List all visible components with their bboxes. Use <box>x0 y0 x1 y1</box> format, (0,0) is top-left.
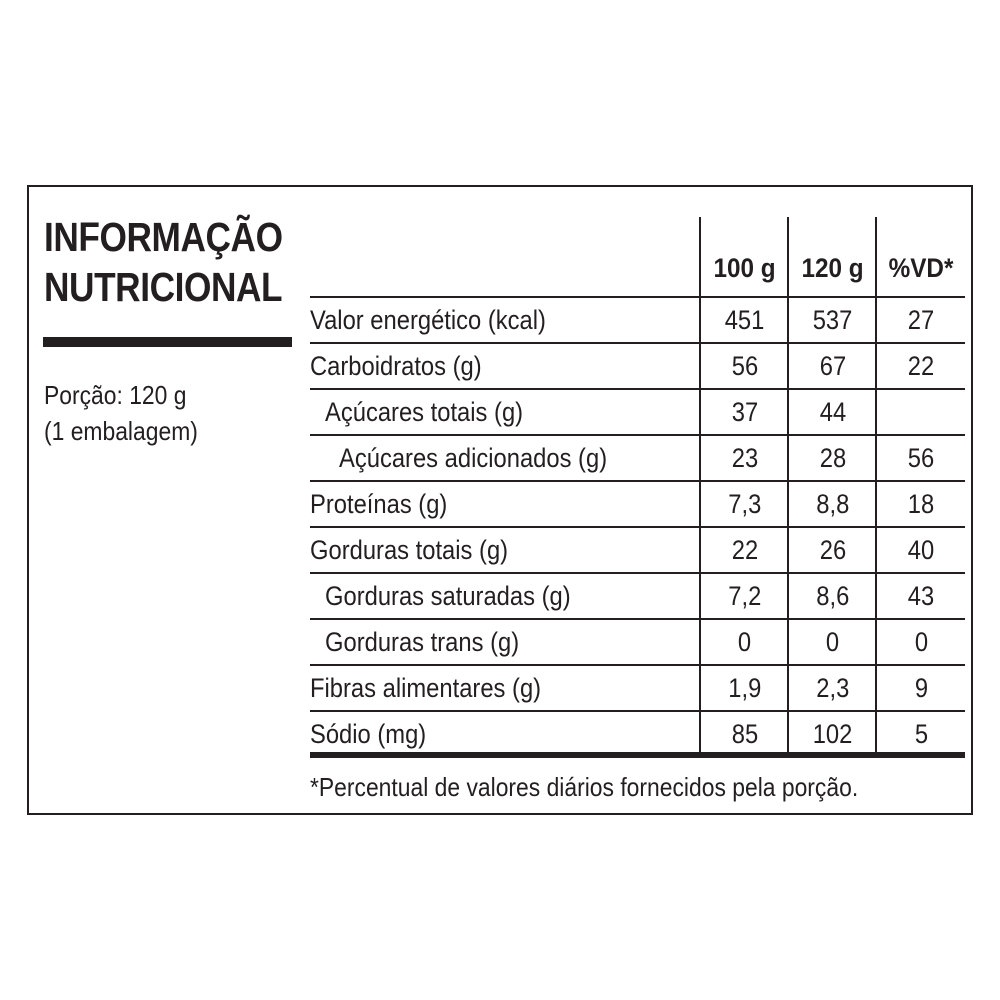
column-header-100g: 100 g <box>713 253 777 283</box>
row-separator <box>310 664 965 666</box>
nutrient-label: Gorduras saturadas (g) <box>325 581 571 611</box>
row-separator <box>310 434 965 436</box>
table-row <box>29 298 975 342</box>
value-per-120g: 537 <box>813 305 853 335</box>
value-per-120g: 28 <box>819 443 847 473</box>
row-separator <box>310 342 965 344</box>
value-per-100g: 22 <box>731 535 759 565</box>
table-row <box>29 528 975 572</box>
nutrient-label: Gorduras trans (g) <box>325 627 520 657</box>
nutrient-label: Gorduras totais (g) <box>310 535 509 565</box>
table-row <box>29 574 975 618</box>
daily-value-percent: 27 <box>908 305 935 335</box>
value-per-100g: 1,9 <box>728 673 762 703</box>
row-separator <box>310 480 965 482</box>
value-per-100g: 451 <box>725 305 765 335</box>
value-per-120g: 0 <box>826 627 840 657</box>
table-row <box>29 436 975 480</box>
daily-value-percent: 43 <box>908 581 935 611</box>
nutrient-label: Valor energético (kcal) <box>310 305 546 335</box>
daily-value-percent: 0 <box>914 627 929 657</box>
daily-value-percent: 40 <box>908 535 935 565</box>
daily-value-percent: 22 <box>908 351 935 381</box>
daily-value-percent: 18 <box>908 489 935 519</box>
row-separator <box>310 572 965 574</box>
value-per-120g: 8,6 <box>816 581 850 611</box>
daily-value-percent: 56 <box>908 443 935 473</box>
column-header-vd: %VD* <box>889 253 954 283</box>
footnote: *Percentual de valores diários fornecidos pela porção. <box>310 772 859 802</box>
row-separator <box>310 710 965 712</box>
nutrition-title <box>44 212 283 312</box>
value-per-120g: 44 <box>819 397 847 427</box>
row-separator <box>310 618 965 620</box>
daily-value-percent: 5 <box>914 719 929 749</box>
nutrient-label: Sódio (mg) <box>310 719 427 749</box>
value-per-100g: 7,3 <box>728 489 762 519</box>
table-row <box>29 390 975 434</box>
table-row <box>29 482 975 526</box>
table-row <box>29 620 975 664</box>
nutrient-label: Carboidratos (g) <box>310 351 482 381</box>
nutrient-label: Açúcares totais (g) <box>325 397 524 427</box>
row-separator <box>310 388 965 390</box>
value-per-120g: 102 <box>813 719 853 749</box>
title-line-1: INFORMAÇÃO <box>44 214 283 260</box>
nutrition-facts-panel <box>27 185 973 815</box>
value-per-100g: 37 <box>731 397 759 427</box>
value-per-100g: 7,2 <box>728 581 762 611</box>
daily-value-percent: 9 <box>914 673 929 703</box>
value-per-100g: 0 <box>738 627 752 657</box>
nutrient-label: Açúcares adicionados (g) <box>339 443 608 473</box>
table-row <box>29 344 975 388</box>
table-row <box>29 666 975 710</box>
value-per-100g: 85 <box>731 719 759 749</box>
value-per-120g: 67 <box>819 351 847 381</box>
column-header-120g: 120 g <box>801 253 865 283</box>
value-per-100g: 56 <box>731 351 759 381</box>
value-per-120g: 26 <box>819 535 847 565</box>
table-bottom-rule <box>310 752 965 758</box>
value-per-100g: 23 <box>731 443 759 473</box>
value-per-120g: 8,8 <box>816 489 850 519</box>
daily-value-percent <box>878 390 965 434</box>
nutrient-label: Proteínas (g) <box>310 489 448 519</box>
table-row <box>29 712 975 756</box>
title-line-2: NUTRICIONAL <box>44 264 283 310</box>
row-separator <box>310 526 965 528</box>
nutrient-label: Fibras alimentares (g) <box>310 673 542 703</box>
portion-size: Porção: 120 g <box>44 380 187 410</box>
row-separator <box>310 296 965 298</box>
value-per-120g: 2,3 <box>816 673 850 703</box>
portion-description: (1 embalagem) <box>44 416 198 446</box>
